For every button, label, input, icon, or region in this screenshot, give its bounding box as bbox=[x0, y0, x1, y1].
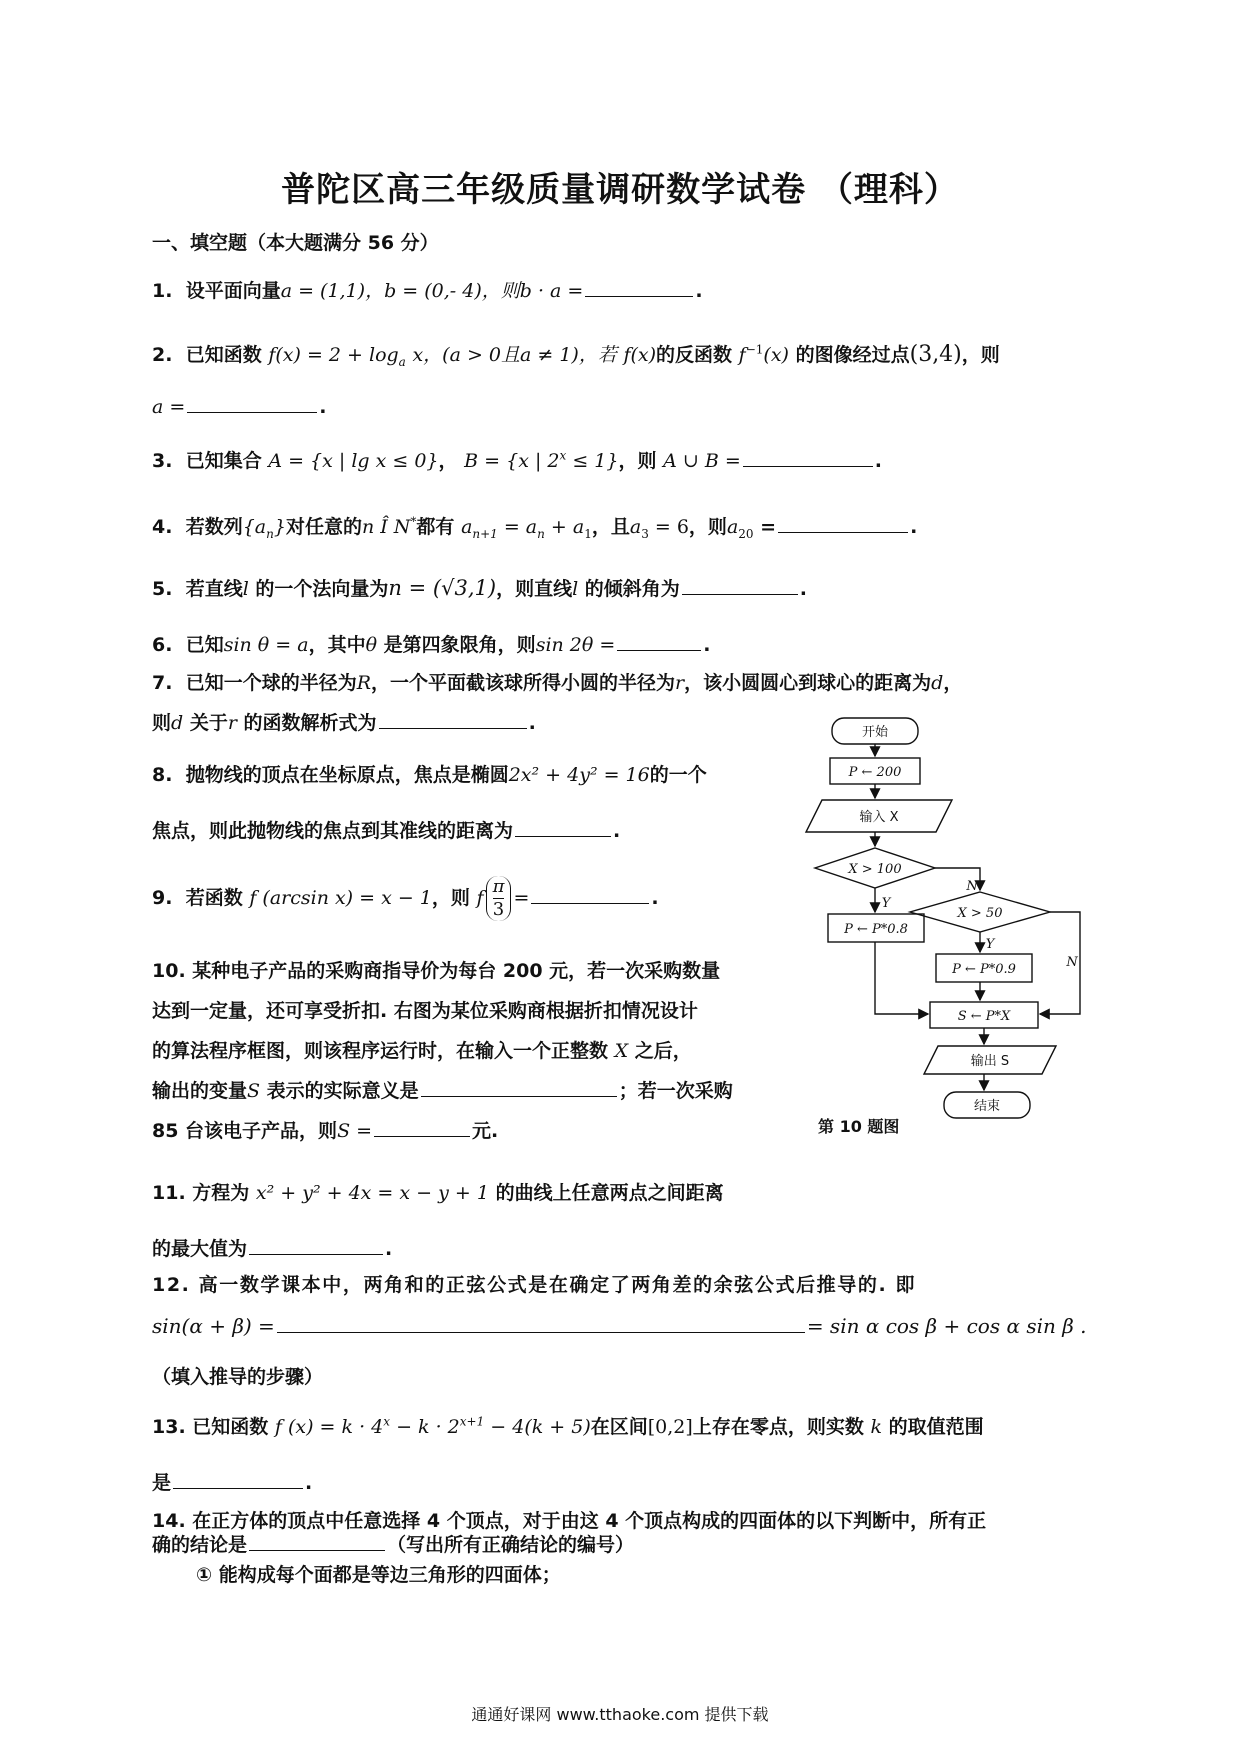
question-2-cont: a = . bbox=[152, 396, 327, 418]
answer-blank[interactable] bbox=[187, 394, 317, 413]
question-12-note: （填入推导的步骤） bbox=[152, 1366, 324, 1388]
answer-blank[interactable] bbox=[682, 576, 798, 595]
question-8-cont: 焦点，则此抛物线的焦点到其准线的距离为 . bbox=[152, 820, 621, 842]
question-11-cont: 的最大值为 . bbox=[152, 1238, 393, 1260]
flow-no-1: N bbox=[966, 879, 978, 894]
answer-blank[interactable] bbox=[421, 1078, 617, 1097]
flow-p09-label: P ← P*0.9 bbox=[952, 962, 1016, 977]
question-14-cont: 确的结论是 （写出所有正确结论的编号） bbox=[152, 1534, 635, 1556]
question-10-line-3: 的算法程序框图，则该程序运行时，在输入一个正整数 X 之后， bbox=[152, 1040, 692, 1062]
question-13: 13. 已知函数 f $(x) = k \cdot 4^x - k \cdot 2^{x+1} - 4(k + 5)$在区间[0,2]上存在零点，则实数 k 的取值范围 bbox=[152, 1414, 984, 1438]
question-12: 12. 高一数学课本中，两角和的正弦公式是在确定了两角差的余弦公式后推导的. 即 bbox=[152, 1274, 917, 1296]
flow-start-label: 开始 bbox=[861, 725, 889, 740]
answer-blank[interactable] bbox=[531, 885, 649, 904]
answer-blank[interactable] bbox=[743, 448, 873, 467]
question-4: 4. 若数列$\{a_n\}$对任意的n Î N*都有 $a_{n+1} = a_n + a_1$，且$a_3 = 6$，则$a_{20}$ = . bbox=[152, 514, 918, 541]
answer-blank[interactable] bbox=[173, 1470, 303, 1489]
flow-cond-2-label: X > 50 bbox=[957, 906, 1003, 921]
answer-blank[interactable] bbox=[374, 1118, 470, 1137]
section-heading: 一、填空题（本大题满分 56 分） bbox=[152, 232, 439, 254]
answer-blank[interactable] bbox=[617, 632, 701, 651]
flow-cond-1-label: X > 100 bbox=[848, 862, 902, 877]
flow-no-2: N bbox=[1066, 955, 1078, 970]
question-9: 9. 若函数 f (arcsin x) = x − 1，则 f $\frac{\pi}{3}$ = . bbox=[152, 876, 659, 920]
flow-end-label: 结束 bbox=[973, 1099, 1001, 1114]
question-5: 5. 若直线l 的一个法向量为n = (√3,1)，则直线l 的倾斜角为 . bbox=[152, 576, 808, 600]
question-14-option-1: ① 能构成每个面都是等边三角形的四面体； bbox=[196, 1564, 561, 1586]
answer-blank[interactable] bbox=[585, 278, 693, 297]
question-3: 3. 已知集合 A = {x | lg x ≤ 0}， B = {x | $2^x \le 1$}，则 A ∪ B = . bbox=[152, 448, 882, 472]
flowchart-figure bbox=[790, 712, 1110, 1146]
question-8: 8. 抛物线的顶点在坐标原点，焦点是椭圆2x² + 4y² = 16的一个 bbox=[152, 764, 707, 786]
question-10-line-1: 10. 某种电子产品的采购商指导价为每台 200 元，若一次采购数量 bbox=[152, 960, 721, 982]
question-11: 11. 方程为 x² + y² + 4x = x − y + 1 的曲线上任意两点之间距离 bbox=[152, 1182, 724, 1204]
question-10-line-5: 85 台该电子产品，则S = 元. bbox=[152, 1120, 499, 1142]
question-12-formula: sin(α + β) = = sin α cos β + cos α sin β . bbox=[152, 1314, 1087, 1338]
flow-yes-1: Y bbox=[881, 896, 891, 911]
answer-blank[interactable] bbox=[515, 818, 611, 837]
answer-blank[interactable] bbox=[379, 710, 527, 729]
question-7: 7. 已知一个球的半径为R，一个平面截该球所得小圆的半径为r，该小圆圆心到球心的距离为d， bbox=[152, 672, 963, 694]
flow-init-label: P ← 200 bbox=[848, 765, 902, 780]
answer-blank[interactable] bbox=[249, 1236, 383, 1255]
answer-blank[interactable] bbox=[778, 514, 908, 533]
question-10-line-4: 输出的变量S 表示的实际意义是 ；若一次采购 bbox=[152, 1080, 733, 1102]
flow-s-label: S ← P*X bbox=[957, 1009, 1011, 1024]
question-6: 6. 已知sin θ = a，其中θ 是第四象限角，则sin 2θ = . bbox=[152, 634, 711, 656]
flow-output-label: 输出 S bbox=[970, 1054, 1010, 1069]
answer-blank[interactable] bbox=[249, 1532, 385, 1551]
flow-input-label: 输入 X bbox=[859, 810, 899, 825]
exam-title: 普陀区高三年级质量调研数学试卷 （理科） bbox=[281, 170, 959, 210]
flow-yes-2: Y bbox=[985, 937, 995, 952]
answer-blank[interactable] bbox=[277, 1314, 805, 1333]
flowchart-caption: 第 10 题图 bbox=[818, 1117, 900, 1136]
question-1: 1. 设平面向量a = (1,1)，b = (0,- 4)，则b · a = . bbox=[152, 280, 703, 302]
flow-p08-label: P ← P*0.8 bbox=[844, 922, 908, 937]
question-13-cont: 是 . bbox=[152, 1472, 313, 1494]
question-2: 2. 已知函数 $f(x) = 2 + \log_a x$，(a > 0且a ≠ 1)，若 f(x)的反函数 $f^{-1}(x)$ 的图像经过点(3,4)，则 bbox=[152, 342, 1000, 369]
question-7-cont: 则d 关于r 的函数解析式为 . bbox=[152, 712, 536, 734]
question-14: 14. 在正方体的顶点中任意选择 4 个顶点，对于由这 4 个顶点构成的四面体的以下判断中，所有正 bbox=[152, 1510, 987, 1532]
question-10-line-2: 达到一定量，还可享受折扣. 右图为某位采购商根据折扣情况设计 bbox=[152, 1000, 698, 1022]
page-footer: 通通好课网 www.tthaoke.com 提供下载 bbox=[471, 1705, 769, 1724]
